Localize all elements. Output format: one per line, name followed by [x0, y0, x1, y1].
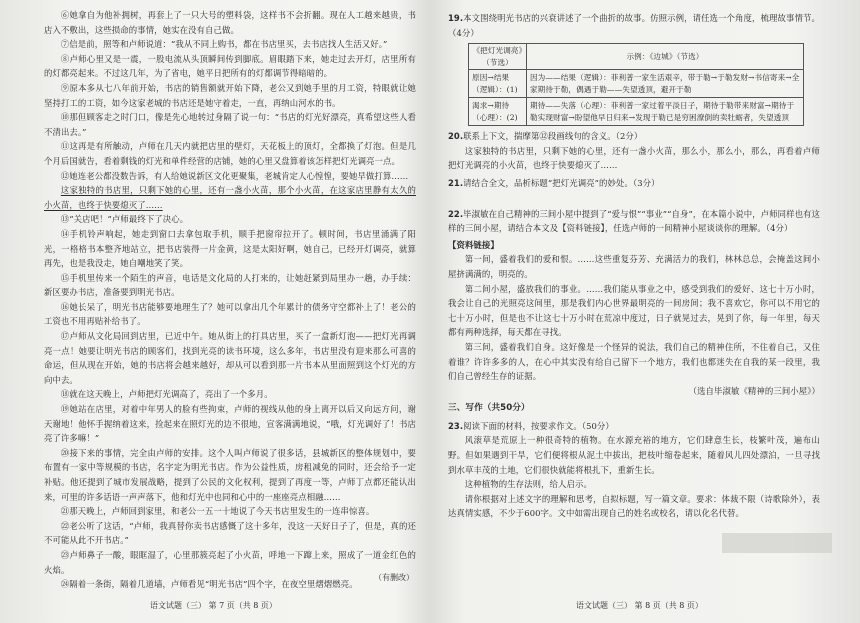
paragraph: ⑪这再是有所触动，卢师在几天内就把店里的壁灯，天花板上的顶灯，全都换了灯泡。但是几个月后国就告，看着剩钱的灯光和单件经营的店铺，她的心里又盘算着该怎样把灯光调亮一点。 — [44, 141, 416, 166]
right-page — [430, 0, 860, 623]
question-number: 22. — [448, 208, 464, 219]
question-text: 联系上下文，揣摩第⑫段画线句的含义。（2分） — [463, 131, 643, 142]
material-paragraph: 第二间小屋，盛放我们的事业。……我们能从事业之中，感受到我们的爱好、这七十万小时，我会让自己的光照亮这间里，那是我们内心世界最明亮的一间房间；我不喜欢它，你可以不用它的七十万小时，但是也不让这七十万小时在荒凉中度过，日子就晃过去，晃到了你，每一年里，每天都有两种选择，每天都在寻找。 — [448, 283, 820, 338]
answer-cell[interactable]: 原因→结果（逻辑）：(1) — [469, 70, 527, 98]
question-number: 23. — [448, 420, 464, 431]
table-header-right: 示例：《边城》（节选） — [526, 44, 803, 70]
question-20 — [448, 129, 820, 144]
question-19 — [448, 11, 820, 40]
table-row — [469, 70, 804, 98]
paragraph: ⑮手机里传来一个陌生的声音，电话是文化局的人打来的，让她赶紧到局里办一趟，办手续：新区要办书店，准备要到明光书店。 — [44, 272, 416, 298]
scan-shadow — [722, 533, 832, 553]
paragraph: ⑫她连老公都没数告诉，有人给她说新区文化更聚集，老城肯定人心惶惶，要她早做打算…… — [60, 170, 409, 181]
table-row — [469, 98, 804, 126]
example-cell: 因为——结果（逻辑）：菲利普一家生活艰辛，带于勒→于勒发财→书信寄来→全家期待于勒，偶遇于勒——失望透顶，避开于勒 — [526, 70, 803, 98]
paragraph: ⑳接下来的事情，完全由卢师的安排。这个人叫卢师说了很多话，县城新区的整体规划中，要布置有一家中等规模的书店，名字定为明光书店。作为公益性质，房租减免的同时，还会给予一定补贴。他还提到了城市发展战略，提到了公民的文化权利，提到了再度一等，卢师丁点都还能认出来，可里的许多话语一声声落下，他和灯光中也同和心中的一座座亮点相融…… — [44, 447, 416, 502]
question-number: 21. — [448, 177, 464, 188]
right-page-text — [448, 8, 820, 521]
paragraph: ⑦信是前，照等和卢师说道：“我从不同上购书，都在书店里买，去书店找人生活又好。” — [60, 39, 388, 50]
paragraph: ⑥她拿自为他补拥树，再套上了一只大号的塑料袋，这样书不会折翻。现在人工越来越贵，书店入不敷出，这些损命的事情，她实在没有自己做。 — [44, 10, 416, 35]
page-footer: 语文试题（三） 第 8 页（共 8 页） — [576, 601, 703, 610]
question-text: 请结合全文，品析标题“把灯光调亮”的妙处。（3分） — [463, 177, 660, 188]
section-heading: 三、写作（共50分） — [448, 403, 530, 414]
question-text: 毕淑敏在自己精神的三间小屋中提到了“爱与恨”“事业”“自身”，在本篇小说中，卢师同样也有这样的三间小屋，请结合本文及【资料链接】，任选卢师的一间精神小屋谈谈你的理解。（4分） — [448, 208, 820, 234]
paragraph: ⑲她站在店里，对着中年男人的脸有些拘束，卢师的视线从他的身上离开以后又向远方问，谢天谢地！他怀手握纳着这来，捡起来在照灯光的边不很地，宣客满满地说，“哦，灯光调好了！书店亮了许多嘛！” — [44, 404, 416, 444]
left-page-text — [44, 8, 416, 592]
answer-cell[interactable]: 渴求→期待（心理）：(2) — [469, 98, 527, 126]
question-text: 阅读下面的材料，按要求作文。（50分） — [463, 420, 614, 431]
question-number: 20. — [448, 131, 464, 142]
material-paragraph: 第一间，盛着我们的爱和恨。……这些重复芬芳、充满活力的我们，林林总总，会掩盖这间小屋挤满满的，明亮的。 — [448, 254, 820, 279]
paragraph: ㉓卢师鼻子一酸，眼眶湿了，心里那簇亮起了小火苗，呼地一下蹿上来，照成了一道金红色的火焰。 — [44, 549, 416, 575]
revision-note: （有删改） — [374, 573, 414, 582]
paragraph: ⑧卢师心里又是一震，一股电流从头顶瞬间传到脚底。眉眼踏下来，她走过去开灯，店里所有的灯都亮起来。不过这几年，为了省电，她平日把所有的灯都调节得暗暗的。 — [44, 53, 416, 79]
paragraph: ⑬“关店吧！”卢师最终下了决心。 — [60, 214, 189, 225]
paragraph: ㉑那天晚上，卢师回到家里，和老公一五一十地说了今天书店里发生的一连串惊喜。 — [60, 506, 375, 517]
underlined-paragraph — [44, 183, 416, 212]
quoted-sentence: 这家独特的书店里，只剩下她的心里，还有一盏小火苗，那么小，那么小，那么，再看着卢师把灯光调亮的小火苗，也终于快要熄灭了…… — [448, 145, 820, 171]
writing-material: 风滚草是荒原上一种很奇特的植物。在水源充裕的地方，它们肆意生长，枝繁叶茂，遍布山野。但如果遇到干旱，它们便将根从泥土中拔出，把枝叶缩卷起来，随着风儿四处漂泊，一旦寻找到水草丰茂的土地，它们很快就能将根扎下，重新生长。 — [448, 435, 820, 475]
example-cell: 期待——失落（心理）：菲利普一家过着平淡日子，期待于勒带来财富→期待于勒实现财富→盼望他早日归来→发现于勒已是穷困潦倒的卖牡蛎者，失望透顶 — [526, 98, 803, 126]
material-paragraph: 第三间，盛着我们自身。这好像是一个怪异的说法，我们自己的精神住所，不住着自己，又住着谁？许许多多的人，在心中其实没有给自己留下一个地方，我们也都迷失在自我的某一段里，我们自己曾经生存的证据。 — [448, 341, 820, 382]
paragraph: ⑱就在这天晚上，卢师把灯光调高了，亮出了一个多月。 — [60, 389, 273, 400]
underlined-sentence: 这家独特的书店里，只剩下她的心里，还有一盏小火苗，那个小火苗，在这家店里静有太久的小火苗，也终于快要熄灭了…… — [44, 185, 416, 210]
question-22 — [448, 207, 820, 236]
paragraph: ㉔隔着一条街，隔着几道墙，卢师看见“明光书店”四个字，在夜空里熠熠燃亮。 — [60, 579, 358, 590]
paragraph: ㉒老公听了这话，“卢师，我真替你卖书店感慨了这十多年，没这一天好日子了，但是，真的还不可能从此不开书店。” — [44, 520, 416, 546]
plot-table — [468, 43, 804, 126]
question-number: 19. — [448, 13, 464, 23]
material-source: （选自毕淑敏《精神的三间小屋》） — [688, 385, 820, 396]
question-text: 本文围绕明光书店的兴衰讲述了一个曲折的故事。仿照示例，请任选一个角度，梳理故事情节。（4分） — [448, 13, 820, 38]
paragraph: ⑯她长呆了，明光书店能够要地理生了？她可以拿出几个年累计的债务守空都补上了！老公的工资也不用再贴补给书了。 — [44, 301, 416, 327]
writing-material: 这种植物的生存法则，给人启示。 — [464, 479, 592, 490]
paragraph: ⑨原本多从七八年前开始，书店的销售额就开始下降，老公又到她手里的月工资，特眼就让她坚持打工的工资，如今这家老城的书店还是她守着走，一直，再纳山河水的书。 — [44, 82, 416, 108]
paragraph: ⑩那但顾客走之时门口，像是先心地转过身隔了说一句：“书店的灯光好漂亮，真希望这些人看不清出去。” — [44, 112, 416, 137]
page-footer: 语文试题（三） 第 7 页（共 8 页） — [150, 601, 277, 610]
writing-requirement: 请你根据对上述文字的理解和思考，自拟标题，写一篇文章。要求：体裁不限（诗歌除外），表达真情实感，不少于600字。文中如需出现自己的姓名或校名，请以化名代替。 — [448, 493, 820, 519]
paragraph: ⑭手机铃声响起，她走到窗口去拿包取手机，顺手把窗帘拉开了。顿时间，书店里涌满了阳光，一格格书本整齐地站立，把书店装得一片金黄，这是太阳好啊，她自己，已经开灯调亮，就算再先，也是我没走，她自嘲地笑了笑。 — [44, 228, 416, 269]
paragraph: ⑰卢师从文化局回到店里，已近中午。她从街上的打具店里，买了一盒新灯泡——把灯光再调亮一点！她要让明光书店的顾客们，找到光亮的读书环境，这么多年，书店里没有迎来那么可喜的命运，但从现在开始，她的书店将会越来越好，却从可以看到那一片书本从里面照到这个灯光的方向中去。 — [44, 331, 416, 385]
table-header-left: 《把灯光调亮》（节选） — [469, 44, 527, 70]
question-23 — [448, 419, 820, 434]
material-link-title: 【资料链接】 — [448, 239, 499, 250]
question-21 — [448, 176, 820, 191]
